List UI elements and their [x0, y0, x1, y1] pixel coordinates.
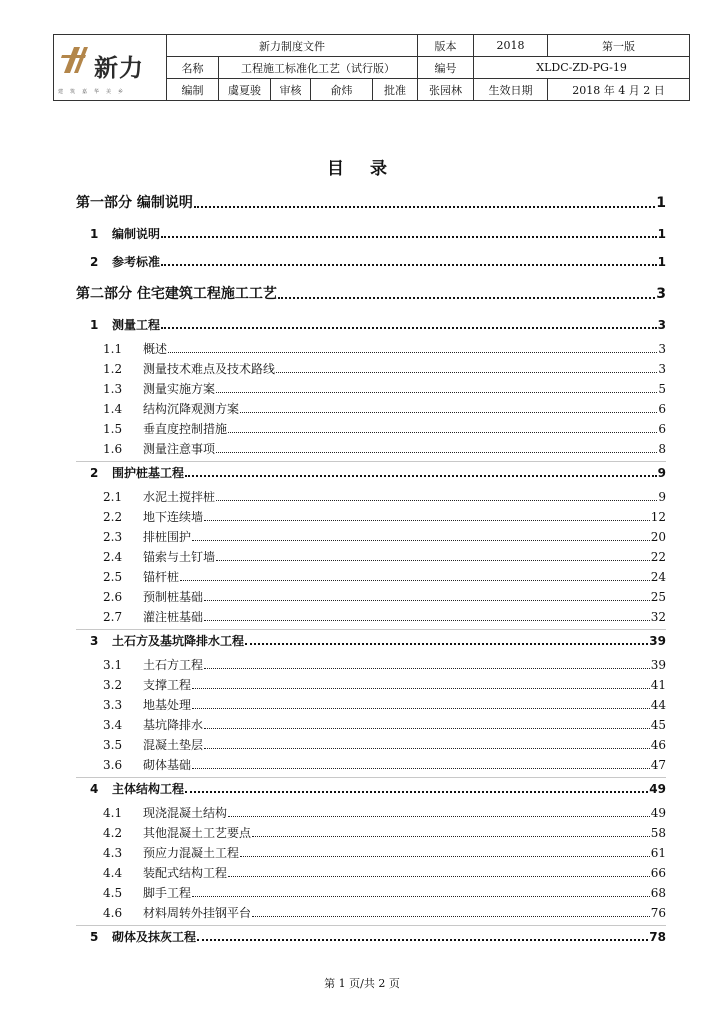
toc-entry-page: 3: [658, 362, 666, 376]
toc-dot-leader: [204, 619, 650, 621]
toc-separator: [76, 461, 666, 462]
toc-dot-leader: [276, 371, 657, 373]
toc-entry-label: 砌体基础: [143, 758, 192, 772]
logo-slogan: 建筑嘉华美乡: [58, 89, 131, 95]
toc-entry-label: 编制说明: [112, 227, 161, 241]
toc-dot-leader: [216, 391, 657, 393]
toc-entry-page: 76: [650, 906, 666, 920]
toc-entry[interactable]: [76, 696, 666, 713]
toc-dot-leader: [228, 431, 657, 433]
toc-dot-leader: [192, 707, 650, 709]
toc-entry[interactable]: [76, 608, 666, 625]
toc-entry-page: 68: [650, 886, 666, 900]
toc-dot-leader: [185, 474, 657, 477]
version-label: 版本: [418, 35, 474, 57]
toc-title: 目 录: [327, 159, 397, 179]
toc-dot-leader: [204, 519, 650, 521]
toc-entry-number: 1: [90, 318, 99, 332]
toc-dot-leader: [240, 411, 657, 413]
toc-entry-label: 其他混凝土工艺要点: [143, 826, 252, 840]
toc-entry-label: 现浇混凝土结构: [143, 806, 228, 820]
toc-entry-label: 土石方及基坑降排水工程: [112, 634, 245, 648]
toc-entry-label: 主体结构工程: [112, 782, 185, 796]
logo-stroke-3: [61, 55, 86, 58]
toc-entry[interactable]: [76, 804, 666, 821]
toc-entry-page: 45: [650, 718, 666, 732]
toc-entry-label: 脚手工程: [143, 886, 192, 900]
toc-entry-number: 1.1: [103, 342, 123, 356]
toc-entry-page: 20: [650, 530, 666, 544]
toc-entry-label: 参考标准: [112, 255, 161, 269]
toc-entry-label: 结构沉降观测方案: [143, 402, 240, 416]
company-logo: [54, 35, 167, 101]
toc-entry[interactable]: [76, 440, 666, 457]
toc-entry[interactable]: [76, 340, 666, 357]
toc-entry-number: 4: [90, 782, 99, 796]
toc-entry-page: 6: [658, 402, 666, 416]
toc-entry-page: 24: [650, 570, 666, 584]
toc-entry[interactable]: [76, 420, 666, 437]
toc-separator: [76, 777, 666, 778]
toc-entry-label: 地下连续墙: [143, 510, 204, 524]
edition: 第一版: [548, 35, 690, 57]
toc-dot-leader: [245, 642, 648, 645]
toc-entry[interactable]: [76, 316, 666, 333]
toc-entry-label: 水泥土搅拌桩: [143, 490, 216, 504]
toc-entry[interactable]: [76, 464, 666, 481]
toc-entry-number: 5: [90, 930, 99, 944]
toc-dot-leader: [161, 235, 657, 238]
toc-dot-leader: [161, 326, 657, 329]
toc-entry[interactable]: [76, 928, 666, 945]
toc-dot-leader: [204, 599, 650, 601]
toc-entry-number: 4.6: [103, 906, 123, 920]
toc-entry-page: 49: [649, 782, 666, 796]
toc-entry[interactable]: [76, 225, 666, 242]
toc-entry-page: 8: [658, 442, 666, 456]
xinli-logo-icon: [60, 45, 90, 75]
toc-entry[interactable]: [76, 904, 666, 921]
toc-entry-page: 39: [650, 658, 666, 672]
toc-dot-leader: [216, 451, 657, 453]
toc-entry-number: 2.2: [103, 510, 123, 524]
toc-entry-label: 概述: [143, 342, 168, 356]
toc-entry-page: 47: [650, 758, 666, 772]
toc-entry-number: 3.6: [103, 758, 123, 772]
toc-entry[interactable]: [76, 588, 666, 605]
toc-entry[interactable]: [76, 568, 666, 585]
toc-entry-number: 3.1: [103, 658, 123, 672]
toc-entry[interactable]: [76, 844, 666, 861]
toc-entry[interactable]: [76, 253, 666, 270]
toc-entry-page: 6: [658, 422, 666, 436]
toc-entry[interactable]: [76, 380, 666, 397]
toc-entry[interactable]: [76, 283, 666, 303]
toc-entry-number: 1.4: [103, 402, 123, 416]
toc-entry-page: 3: [656, 286, 666, 302]
toc-entry-number: 4.3: [103, 846, 123, 860]
toc-entry-number: 1.2: [103, 362, 123, 376]
toc-entry[interactable]: [76, 864, 666, 881]
toc-entry-label: 地基处理: [143, 698, 192, 712]
toc-dot-leader: [204, 667, 650, 669]
toc-dot-leader: [228, 875, 650, 877]
toc-entry-page: 9: [658, 490, 666, 504]
toc-entry-label: 第一部分 编制说明: [76, 195, 193, 211]
toc-entry-number: 2.1: [103, 490, 123, 504]
document-header-table: [53, 34, 690, 101]
toc-entry-number: 4.2: [103, 826, 123, 840]
toc-entry-page: 46: [650, 738, 666, 752]
toc-entry-page: 3: [658, 342, 666, 356]
toc-entry[interactable]: [76, 656, 666, 673]
toc-entry-number: 4.5: [103, 886, 123, 900]
toc-entry-label: 测量工程: [112, 318, 161, 332]
toc-entry-number: 3.3: [103, 698, 123, 712]
toc-entry-label: 排桩围护: [143, 530, 192, 544]
toc-dot-leader: [252, 835, 650, 837]
page-footer: 第 1 页/共 2 页: [324, 977, 400, 990]
toc-entry-page: 12: [650, 510, 666, 524]
toc-separator: [76, 629, 666, 630]
toc-entry-page: 66: [650, 866, 666, 880]
toc-entry-label: 测量实施方案: [143, 382, 216, 396]
toc-dot-leader: [252, 915, 650, 917]
toc-entry-number: 1.3: [103, 382, 123, 396]
toc-entry-number: 3.2: [103, 678, 123, 692]
toc-entry[interactable]: [76, 508, 666, 525]
toc-dot-leader: [192, 895, 650, 897]
editor-label: 编制: [167, 79, 219, 101]
toc-dot-leader: [194, 205, 655, 208]
toc-entry[interactable]: [76, 192, 666, 212]
toc-entry[interactable]: [76, 884, 666, 901]
toc-entry-page: 61: [650, 846, 666, 860]
toc-entry-page: 5: [658, 382, 666, 396]
toc-entry-label: 测量技术难点及技术路线: [143, 362, 276, 376]
toc-entry-number: 2.4: [103, 550, 123, 564]
approver-label: 批准: [373, 79, 418, 101]
toc-entry[interactable]: [76, 360, 666, 377]
toc-dot-leader: [192, 687, 650, 689]
toc-dot-leader: [180, 579, 650, 581]
toc-entry[interactable]: [76, 528, 666, 545]
toc-dot-leader: [204, 747, 650, 749]
toc-entry-label: 支撑工程: [143, 678, 192, 692]
toc-entry-number: 4.4: [103, 866, 123, 880]
toc-entry-number: 2.3: [103, 530, 123, 544]
reviewer-value: 俞炜: [311, 79, 373, 101]
version-value: 2018: [474, 35, 548, 57]
toc-dot-leader: [185, 790, 648, 793]
effective-label: 生效日期: [474, 79, 548, 101]
toc-entry-label: 锚杆桩: [143, 570, 180, 584]
toc-dot-leader: [228, 815, 650, 817]
toc-entry[interactable]: [76, 632, 666, 649]
toc-entry-page: 1: [657, 227, 666, 241]
toc-entry-label: 围护桩基工程: [112, 466, 185, 480]
code-label: 编号: [418, 57, 474, 79]
approver-value: 张园林: [418, 79, 474, 101]
toc-entry[interactable]: [76, 400, 666, 417]
toc-entry-page: 78: [649, 930, 666, 944]
toc-entry-page: 1: [656, 195, 666, 211]
toc-entry-page: 3: [657, 318, 666, 332]
toc-entry[interactable]: [76, 488, 666, 505]
toc-entry-page: 44: [650, 698, 666, 712]
toc-entry-number: 2.6: [103, 590, 123, 604]
toc-dot-leader: [240, 855, 650, 857]
toc-entry-number: 3.5: [103, 738, 123, 752]
toc-entry-label: 锚索与土钉墙: [143, 550, 216, 564]
toc-entry-label: 第二部分 住宅建筑工程施工工艺: [76, 286, 277, 302]
toc-dot-leader: [161, 263, 657, 266]
code-value: XLDC-ZD-PG-19: [474, 57, 690, 79]
toc-entry-page: 39: [649, 634, 666, 648]
toc-entry-label: 土石方工程: [143, 658, 204, 672]
toc-entry-page: 49: [650, 806, 666, 820]
toc-entry-number: 2.7: [103, 610, 123, 624]
toc-entry-page: 41: [650, 678, 666, 692]
toc-entry-number: 4.1: [103, 806, 123, 820]
toc-entry-label: 灌注桩基础: [143, 610, 204, 624]
name-label: 名称: [167, 57, 219, 79]
toc-entry-number: 3: [90, 634, 99, 648]
toc-dot-leader: [168, 351, 657, 353]
toc-entry[interactable]: [76, 756, 666, 773]
toc-entry-label: 混凝土垫层: [143, 738, 204, 752]
toc-entry-label: 垂直度控制措施: [143, 422, 228, 436]
toc-entry-page: 25: [650, 590, 666, 604]
editor-value: 虞夏骏: [219, 79, 271, 101]
reviewer-label: 审核: [271, 79, 311, 101]
toc-entry-page: 22: [650, 550, 666, 564]
toc-entry[interactable]: [76, 676, 666, 693]
toc-entry-page: 58: [650, 826, 666, 840]
toc-entry-number: 3.4: [103, 718, 123, 732]
effective-value: 2018 年 4 月 2 日: [548, 79, 690, 101]
toc-dot-leader: [216, 499, 657, 501]
toc-dot-leader: [192, 767, 650, 769]
toc-entry-number: 2: [90, 255, 99, 269]
toc-entry-number: 2: [90, 466, 99, 480]
toc-entry-number: 1: [90, 227, 99, 241]
toc-entry-label: 测量注意事项: [143, 442, 216, 456]
toc-entry[interactable]: [76, 824, 666, 841]
toc-entry-label: 装配式结构工程: [143, 866, 228, 880]
logo-text: 新力: [94, 54, 144, 82]
toc-entry[interactable]: [76, 716, 666, 733]
toc-entry-label: 预应力混凝土工程: [143, 846, 240, 860]
toc-entry-page: 1: [657, 255, 666, 269]
toc-dot-leader: [216, 559, 650, 561]
toc-separator: [76, 925, 666, 926]
toc-entry-label: 材料周转外挂钢平台: [143, 906, 252, 920]
toc-dot-leader: [204, 727, 650, 729]
toc-entry-page: 32: [650, 610, 666, 624]
toc-entry[interactable]: [76, 736, 666, 753]
toc-entry[interactable]: [76, 548, 666, 565]
toc-entry-label: 预制桩基础: [143, 590, 204, 604]
toc-dot-leader: [278, 296, 655, 299]
toc-entry-number: 1.5: [103, 422, 123, 436]
toc-entry-page: 9: [657, 466, 666, 480]
name-value: 工程施工标准化工艺（试行版）: [219, 57, 418, 79]
toc-entry-label: 基坑降排水: [143, 718, 204, 732]
toc-entry-number: 1.6: [103, 442, 123, 456]
toc-dot-leader: [192, 539, 650, 541]
doc-type: 新力制度文件: [167, 35, 418, 57]
toc-entry[interactable]: [76, 780, 666, 797]
toc-entry-number: 2.5: [103, 570, 123, 584]
toc-entry-label: 砌体及抹灰工程: [112, 930, 197, 944]
toc-dot-leader: [197, 938, 648, 941]
